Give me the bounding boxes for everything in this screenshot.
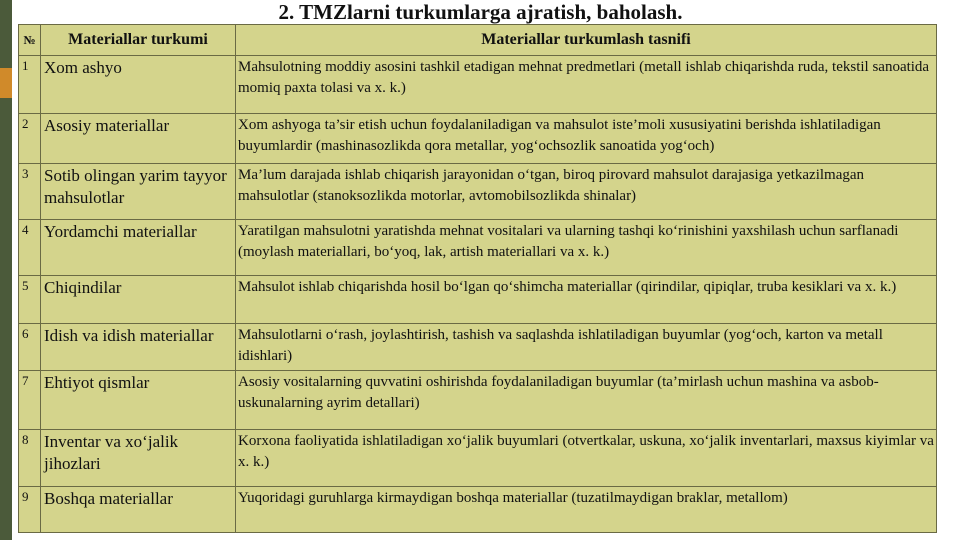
row-description: Mahsulot ishlab chiqarishda hosil bo‘lgan qo‘shimcha materiallar (qirindilar, qipiqlar, truba kesiklari va x. k.) [236,276,937,324]
table-header-row [19,25,937,56]
row-category: Asosiy materiallar [41,114,236,164]
row-category: Yordamchi materiallar [41,220,236,276]
row-num: 5 [19,276,41,324]
row-category: Idish va idish materiallar [41,324,236,371]
row-num: 3 [19,164,41,220]
row-description: Korxona faoliyatida ishlatiladigan xo‘jalik buyumlari (otvertkalar, uskuna, xo‘jalik inventarlari, maxsus kiyimlar va x. k.) [236,430,937,487]
row-description: Yuqoridagi guruhlarga kirmaydigan boshqa materiallar (tuzatilmaydigan braklar, metallom) [236,487,937,533]
row-description: Yaratilgan mahsulotni yaratishda mehnat vositalari va ularning tashqi ko‘rinishini yaxshilash uchun sarflanadi (moylash materiallari, bo‘yoq, lak, artish materiallari va x. k.) [236,220,937,276]
row-num: 7 [19,371,41,430]
header-category: Materiallar turkumi [41,25,236,56]
row-category: Xom ashyo [41,56,236,114]
row-description: Mahsulotlarni o‘rash, joylashtirish, tashish va saqlashda ishlatiladigan buyumlar (yog‘och, karton va metall idishlari) [236,324,937,371]
row-category: Inventar va xo‘jalik jihozlari [41,430,236,487]
row-description: Xom ashyoga ta’sir etish uchun foydalaniladigan va mahsulot iste’moli xususiyatini berishda ishlatiladigan buyumlardir (mashinasozlikda qora metallar, yog‘ochsozlik sanoatida yog‘och) [236,114,937,164]
row-num: 4 [19,220,41,276]
row-category: Chiqindilar [41,276,236,324]
table-row [19,487,937,533]
materials-table [18,24,937,533]
row-category: Sotib olingan yarim tayyor mahsulotlar [41,164,236,220]
row-category: Boshqa materiallar [41,487,236,533]
row-num: 9 [19,487,41,533]
table-row [19,56,937,114]
table-row [19,430,937,487]
header-description: Materiallar turkumlash tasnifi [236,25,937,56]
table-row [19,324,937,371]
table-row [19,220,937,276]
row-num: 8 [19,430,41,487]
row-num: 6 [19,324,41,371]
row-num: 2 [19,114,41,164]
left-accent-bar [0,68,12,98]
row-description: Ma’lum darajada ishlab chiqarish jarayonidan o‘tgan, biroq pirovard mahsulot darajasiga yetkazilmagan mahsulotlar (stanoksozlikda motorlar, avtomobilsozlikda shinalar) [236,164,937,220]
slide-title: 2. TMZlarni turkumlarga ajratish, baholash. [278,0,683,24]
table-row [19,164,937,220]
row-description: Asosiy vositalarning quvvatini oshirishda foydalaniladigan buyumlar (ta’mirlash uchun mashina va asbob-uskunalarning ayrim detallari) [236,371,937,430]
table-row [19,276,937,324]
left-decorative-strip [0,0,12,540]
table-row [19,371,937,430]
header-num: № [19,25,41,56]
row-num: 1 [19,56,41,114]
row-description: Mahsulotning moddiy asosini tashkil etadigan mehnat predmetlari (metall ishlab chiqarishda ruda, tekstil sanoatida momiq paxta tolasi va x. k.) [236,56,937,114]
table-row [19,114,937,164]
row-category: Ehtiyot qismlar [41,371,236,430]
